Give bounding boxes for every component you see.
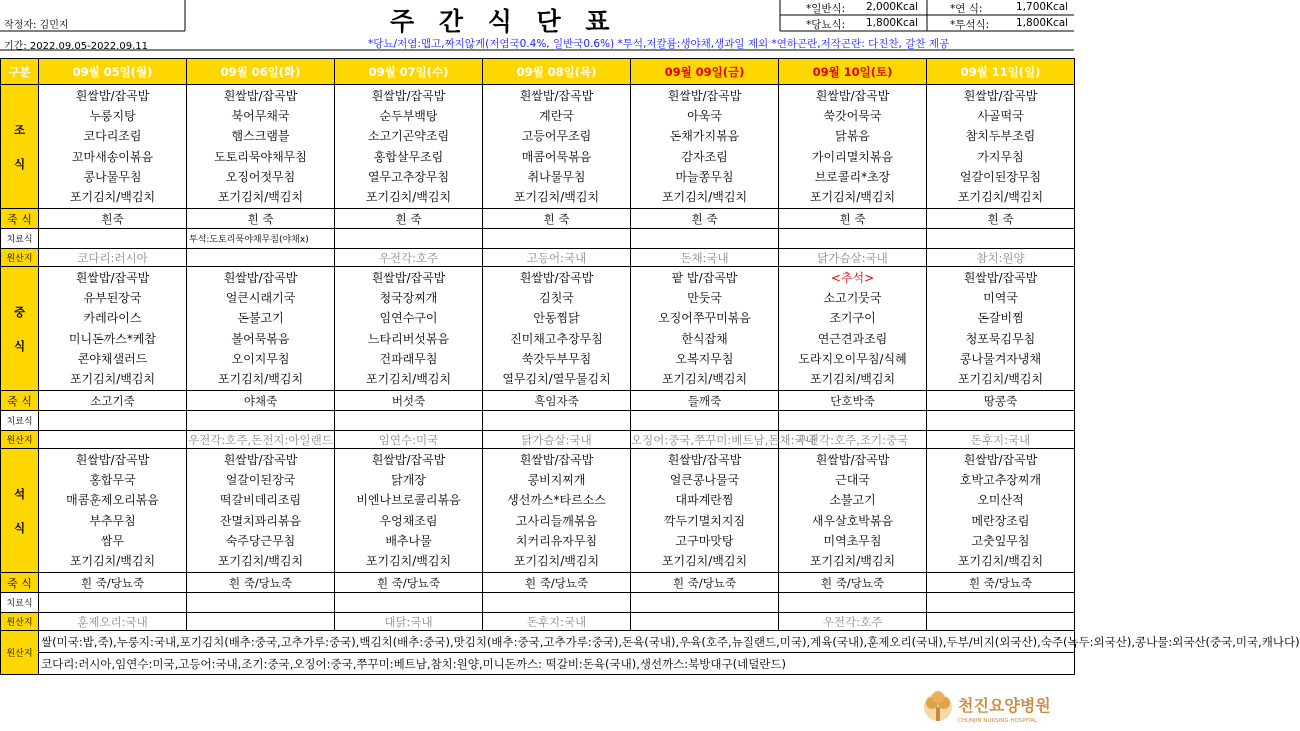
menu-item: 참치두부조림	[965, 129, 1036, 144]
porridge-cell: 흰 죽/당뇨죽	[39, 573, 187, 593]
menu-item: 유부된장국	[83, 291, 142, 306]
menu-item: 소불고기	[829, 493, 876, 508]
menu-item: 포기김치/백김치	[661, 189, 748, 204]
menu-item: 고사리들깨볶음	[515, 513, 598, 528]
dinner-day-cell	[39, 449, 187, 573]
logo-name-ko: 천진요양병원	[958, 696, 1051, 715]
menu-item: 만둣국	[687, 291, 722, 306]
lunch-items-row	[1, 267, 1075, 391]
lunch-porridge-row	[1, 391, 1075, 411]
porridge-cell: 흰 죽/당뇨죽	[927, 573, 1075, 593]
therapy-label: 치료식	[1, 229, 39, 249]
menu-item: 코다리조림	[83, 129, 142, 144]
origin-cell: 닭가슴살:국내	[483, 431, 631, 449]
menu-item: 가이리멸치볶음	[811, 149, 894, 164]
origin-cell: 돈후지:국내	[927, 431, 1075, 449]
menu-item: 브로콜리*초장	[814, 169, 891, 184]
origin-cell: 우전각:호주	[779, 613, 927, 631]
origin-cell	[631, 613, 779, 631]
menu-item: 돈채가지볶음	[669, 129, 740, 144]
menu-item: 흰쌀밥/잡곡밥	[815, 452, 890, 467]
author-label: 작정자: 김민지	[4, 20, 69, 31]
breakfast-day-cell	[39, 85, 187, 209]
menu-item: 콘야채샐러드	[77, 351, 148, 366]
menu-item: 흰쌀밥/잡곡밥	[371, 88, 446, 103]
breakfast-day-cell	[927, 85, 1075, 209]
menu-item: 얼갈이된장무침	[959, 169, 1042, 184]
porridge-cell: 흰 죽	[483, 209, 631, 229]
menu-item: 흰쌀밥/잡곡밥	[667, 452, 742, 467]
origin-cell: 오징어:중국,쭈꾸미:베트남,돈채:국내	[631, 432, 817, 447]
lunch-day-cell	[927, 267, 1075, 391]
breakfast-day-cell	[483, 85, 631, 209]
origin-footer-label: 원산지	[1, 631, 39, 675]
origin-cell: 돈후지:국내	[483, 613, 631, 631]
menu-item: 메란장조림	[971, 513, 1030, 528]
menu-item: 오미산적	[977, 493, 1024, 508]
origin-cell	[187, 249, 335, 267]
menu-item: 가지무침	[977, 149, 1024, 164]
porridge-cell: 흰 죽/당뇨죽	[779, 573, 927, 593]
therapy-cell	[39, 229, 187, 249]
weekly-menu-table	[0, 58, 1300, 675]
therapy-cell	[39, 593, 187, 613]
menu-item: 흰쌀밥/잡곡밥	[75, 452, 150, 467]
menu-item: 얼큰시래기국	[225, 291, 296, 306]
lunch-therapy-row	[1, 411, 1075, 431]
porridge-cell: 흰 죽/당뇨죽	[631, 573, 779, 593]
menu-item: 흰쌀밥/잡곡밥	[223, 270, 298, 285]
menu-item: 취나물무침	[527, 169, 586, 184]
dinner-day-cell	[335, 449, 483, 573]
menu-item: 포기김치/백김치	[69, 371, 156, 386]
menu-item: 콩나물겨자냉채	[959, 351, 1042, 366]
menu-item: 느타리버섯볶음	[367, 331, 450, 346]
menu-item: 쑥갓두부무침	[521, 351, 592, 366]
menu-item: 열무김치/열무물김치	[502, 371, 611, 386]
menu-item: 흰쌀밥/잡곡밥	[223, 452, 298, 467]
menu-item: 얼큰콩나물국	[669, 473, 740, 488]
corner-cell: 구분	[1, 59, 39, 85]
menu-item: 진미채고추장무침	[510, 331, 603, 346]
therapy-label: 치료식	[1, 411, 39, 431]
menu-item: 고등어무조림	[521, 129, 592, 144]
origin-cell: 돈채:국내	[631, 249, 779, 267]
menu-item: 북어무채국	[231, 109, 290, 124]
therapy-cell	[779, 229, 927, 249]
menu-item: 오이지무침	[231, 351, 290, 366]
menu-item: 흰쌀밥/잡곡밥	[371, 270, 446, 285]
menu-item: 포기김치/백김치	[217, 553, 304, 568]
dinner-porridge-row	[1, 573, 1075, 593]
menu-item: 포기김치/백김치	[957, 189, 1044, 204]
menu-item: 숙주당근무침	[225, 533, 296, 548]
menu-item: 포기김치/백김치	[365, 371, 452, 386]
dinner-therapy-row	[1, 593, 1075, 613]
breakfast-day-cell	[335, 85, 483, 209]
menu-item: 홍합무국	[89, 473, 136, 488]
menu-item: 얼갈이된장국	[225, 473, 296, 488]
day-header: 09월 09일(금)	[631, 59, 779, 85]
menu-item: 사골떡국	[977, 109, 1024, 124]
porridge-cell: 들깨죽	[631, 391, 779, 411]
menu-item: 포기김치/백김치	[661, 553, 748, 568]
menu-item: 우엉채조림	[379, 513, 438, 528]
menu-item: 소고기뭇국	[823, 291, 882, 306]
menu-item: 흰쌀밥/잡곡밥	[519, 88, 594, 103]
menu-item: 호박고추장찌개	[959, 473, 1042, 488]
menu-item: 포기김치/백김치	[365, 189, 452, 204]
breakfast-day-cell	[631, 85, 779, 209]
menu-item: 깍두기멸치지짐	[663, 513, 746, 528]
day-header: 09월 10일(토)	[779, 59, 927, 85]
menu-item: 포기김치/백김치	[69, 553, 156, 568]
menu-item: 흰쌀밥/잡곡밥	[223, 88, 298, 103]
therapy-cell	[39, 411, 187, 431]
menu-item: 카레라이스	[83, 311, 142, 326]
day-header: 09월 11일(일)	[927, 59, 1075, 85]
breakfast-porridge-row	[1, 209, 1075, 229]
menu-item: 닭볶음	[835, 129, 870, 144]
therapy-cell: 투석:도토리묵야채무침(야채x)	[187, 229, 335, 249]
header	[0, 0, 1074, 58]
origin-label: 원산지	[1, 613, 39, 631]
origin-cell: 코다리:러시아	[39, 249, 187, 267]
menu-item: 도토리묵야채무침	[214, 149, 307, 164]
menu-item: 포기김치/백김치	[661, 371, 748, 386]
day-header: 09월 05일(월)	[39, 59, 187, 85]
menu-item: 홍합살무조림	[373, 149, 444, 164]
therapy-cell	[631, 229, 779, 249]
therapy-cell	[483, 229, 631, 249]
origin-cell	[187, 613, 335, 631]
breakfast-day-cell	[187, 85, 335, 209]
menu-item: 포기김치/백김치	[217, 189, 304, 204]
therapy-cell	[631, 593, 779, 613]
porridge-cell: 단호박죽	[779, 391, 927, 411]
menu-item: 누룽지탕	[89, 109, 136, 124]
kcal-value-general: 2,000Kcal	[866, 1, 919, 13]
origin-cell	[39, 431, 187, 449]
therapy-cell	[187, 411, 335, 431]
menu-item: 미니돈까스*케찹	[68, 331, 157, 346]
menu-item: 포기김치/백김치	[957, 371, 1044, 386]
porridge-cell: 흰 죽	[631, 209, 779, 229]
porridge-label: 죽 식	[1, 391, 39, 411]
lunch-day-cell	[631, 267, 779, 391]
porridge-cell: 흰 죽	[335, 209, 483, 229]
therapy-cell	[927, 229, 1075, 249]
therapy-cell	[483, 411, 631, 431]
menu-item: 포기김치/백김치	[809, 371, 896, 386]
menu-item: 볼어묵볶음	[231, 331, 290, 346]
menu-item: 포기김치/백김치	[957, 553, 1044, 568]
origin-cell: 우전각:호주,돈전지:아일랜드	[188, 432, 333, 447]
porridge-cell: 야채죽	[187, 391, 335, 411]
menu-item: 미역국	[983, 291, 1018, 306]
origin-footer-text: 쌀(미국:밥,죽),누룽지:국내,포기김치(배추:중국,고추가루:중국),백김치(배추:중국),맛김치(배추:중국,고추가루:중국),돈육(국내),우육(호주,뉴질랜드,미국),계육(국내),훈제오리(국내),두부/비지(외국산),숙주(녹두:외국산),콩나물:외국산(중국,미국,캐나다)	[39, 631, 1075, 653]
menu-item: 감자조림	[681, 149, 728, 164]
origin-cell: 훈제오리:국내	[39, 613, 187, 631]
therapy-cell	[483, 593, 631, 613]
logo-name-en: CHUNJIN NURSING HOSPITAL	[958, 718, 1038, 724]
menu-item: 소고기곤약조림	[367, 129, 450, 144]
lunch-day-cell	[483, 267, 631, 391]
menu-item: 포기김치/백김치	[513, 553, 600, 568]
porridge-cell: 흰 죽	[779, 209, 927, 229]
menu-item: 연근견과조림	[817, 331, 888, 346]
porridge-cell: 흰 죽	[187, 209, 335, 229]
menu-item: 흰쌀밥/잡곡밥	[519, 452, 594, 467]
dinner-day-cell	[187, 449, 335, 573]
therapy-label: 치료식	[1, 593, 39, 613]
kcal-value-soft: 1,700Kcal	[1016, 1, 1069, 13]
therapy-cell	[187, 593, 335, 613]
kcal-label-general: *일반식:	[806, 3, 846, 15]
menu-item: 근대국	[835, 473, 870, 488]
origin-cell: 고등어:국내	[483, 249, 631, 267]
menu-item: 배추나물	[385, 533, 432, 548]
menu-item: 떡갈비데리조림	[219, 493, 302, 508]
menu-item: 김칫국	[539, 291, 574, 306]
menu-item: 쑥갓어묵국	[823, 109, 882, 124]
menu-item: 생선까스*타르소스	[507, 493, 606, 508]
porridge-cell: 땅콩죽	[927, 391, 1075, 411]
menu-item: 햄스크램블	[231, 129, 290, 144]
therapy-cell	[335, 229, 483, 249]
breakfast-therapy-row	[1, 229, 1075, 249]
diet-notes: *당뇨/저염:맵고,짜지않게(저염국0.4%, 일반국0.6%) *투석,저칼륨:생야채,생과일 제외 *연하곤란,저작곤란: 다진찬, 갈찬 제공	[368, 38, 950, 50]
menu-item: <추석>	[830, 270, 875, 285]
menu-item: 비엔나브로콜리볶음	[356, 493, 461, 508]
origin-cell: 우전각:호주,조기:중국	[779, 431, 927, 449]
porridge-cell: 흰 죽	[927, 209, 1075, 229]
menu-item: 흰쌀밥/잡곡밥	[963, 452, 1038, 467]
menu-item: 치커리유자무침	[515, 533, 598, 548]
tree-icon	[924, 691, 952, 721]
origin-cell: 우전각:호주	[335, 249, 483, 267]
breakfast-day-cell	[779, 85, 927, 209]
menu-item: 매콤어묵볶음	[521, 149, 592, 164]
menu-item: 오복지무침	[675, 351, 734, 366]
lunch-day-cell	[335, 267, 483, 391]
menu-item: 흰쌀밥/잡곡밥	[815, 88, 890, 103]
therapy-cell	[779, 593, 927, 613]
menu-item: 포기김치/백김치	[69, 189, 156, 204]
porridge-cell: 흰죽	[39, 209, 187, 229]
kcal-value-dialysis: 1,800Kcal	[1016, 17, 1069, 29]
menu-item: 흰쌀밥/잡곡밥	[75, 270, 150, 285]
menu-item: 대파계란찜	[675, 493, 734, 508]
porridge-cell: 흰 죽/당뇨죽	[187, 573, 335, 593]
porridge-cell: 버섯죽	[335, 391, 483, 411]
dinner-day-cell	[779, 449, 927, 573]
lunch-day-cell	[39, 267, 187, 391]
dinner-origin-row	[1, 613, 1075, 631]
menu-item: 흰쌀밥/잡곡밥	[667, 88, 742, 103]
menu-item: 돈불고기	[237, 311, 284, 326]
menu-item: 마늘쫑무침	[675, 169, 734, 184]
menu-item: 조기구이	[829, 311, 876, 326]
therapy-cell	[927, 593, 1075, 613]
day-header-row	[1, 59, 1075, 85]
dinner-label: 석 식	[1, 449, 39, 573]
menu-item: 아욱국	[687, 109, 722, 124]
menu-item: 포기김치/백김치	[809, 189, 896, 204]
page-title: 주 간 식 단 표	[390, 7, 618, 36]
lunch-origin-row	[1, 431, 1075, 449]
menu-item: 흰쌀밥/잡곡밥	[963, 88, 1038, 103]
menu-item: 쌈무	[100, 533, 125, 548]
day-header: 09월 06일(화)	[187, 59, 335, 85]
menu-item: 매콤훈제오리볶음	[66, 493, 159, 508]
period-label: 기간: 2022.09.05-2022.09.11	[4, 41, 148, 52]
menu-item: 건파래무침	[379, 351, 438, 366]
breakfast-origin-row	[1, 249, 1075, 267]
menu-item: 고춧잎무침	[971, 533, 1030, 548]
menu-item: 안동찜닭	[533, 311, 580, 326]
dinner-day-cell	[483, 449, 631, 573]
origin-footer-row-1	[1, 631, 1075, 653]
lunch-label: 중 식	[1, 267, 39, 391]
menu-item: 포기김치/백김치	[365, 553, 452, 568]
menu-item: 한식잡채	[681, 331, 728, 346]
menu-item: 열무고추장무침	[367, 169, 450, 184]
menu-item: 청포묵김무침	[965, 331, 1036, 346]
menu-item: 순두부백탕	[379, 109, 438, 124]
therapy-cell	[779, 411, 927, 431]
breakfast-items-row	[1, 85, 1075, 209]
kcal-label-soft: *연 식:	[950, 3, 983, 15]
menu-item: 콩비지찌개	[527, 473, 586, 488]
menu-item: 흰쌀밥/잡곡밥	[371, 452, 446, 467]
menu-item: 잔멸치꽈리볶음	[219, 513, 302, 528]
kcal-label-dialysis: *투석식:	[950, 19, 990, 31]
lunch-day-cell	[187, 267, 335, 391]
porridge-cell: 소고기죽	[39, 391, 187, 411]
day-header: 09월 07일(수)	[335, 59, 483, 85]
menu-item: 흰쌀밥/잡곡밥	[75, 88, 150, 103]
therapy-cell	[631, 411, 779, 431]
porridge-label: 죽 식	[1, 209, 39, 229]
menu-item: 포기김치/백김치	[217, 371, 304, 386]
menu-item: 콩나물무침	[83, 169, 142, 184]
menu-item: 흰쌀밥/잡곡밥	[963, 270, 1038, 285]
menu-item: 임연수구이	[379, 311, 438, 326]
porridge-cell: 흑임자죽	[483, 391, 631, 411]
menu-item: 포기김치/백김치	[513, 189, 600, 204]
origin-cell: 참치:원양	[927, 249, 1075, 267]
kcal-label-diabetic: *당뇨식:	[806, 19, 846, 31]
menu-item: 닭개장	[391, 473, 426, 488]
origin-label: 원산지	[1, 249, 39, 267]
origin-cell: 대닭:국내	[335, 613, 483, 631]
origin-cell	[927, 613, 1075, 631]
origin-footer-text: 코다리:러시아,임연수:미국,고등어:국내,조기:중국,오징어:중국,쭈꾸미:베트남,참치:원양,미니돈까스: 떡갈비:돈육(국내),생선까스:북방대구(네덜란드)	[39, 653, 1075, 675]
menu-item: 오징어쭈꾸미볶음	[658, 311, 751, 326]
origin-cell: 닭가슴살:국내	[779, 249, 927, 267]
origin-cell: 임연수:미국	[335, 431, 483, 449]
menu-item: 포기김치/백김치	[809, 553, 896, 568]
menu-item: 흰쌀밥/잡곡밥	[519, 270, 594, 285]
menu-item: 도라지오이무침/식혜	[798, 351, 907, 366]
day-header: 09월 08일(목)	[483, 59, 631, 85]
lunch-day-cell	[779, 267, 927, 391]
dinner-day-cell	[927, 449, 1075, 573]
breakfast-label: 조 식	[1, 85, 39, 209]
dinner-items-row	[1, 449, 1075, 573]
origin-label: 원산지	[1, 431, 39, 449]
porridge-cell: 흰 죽/당뇨죽	[335, 573, 483, 593]
menu-item: 고구마맛탕	[675, 533, 734, 548]
dinner-day-cell	[631, 449, 779, 573]
menu-item: 부추무침	[89, 513, 136, 528]
therapy-cell	[335, 593, 483, 613]
porridge-cell: 흰 죽/당뇨죽	[483, 573, 631, 593]
porridge-label: 죽 식	[1, 573, 39, 593]
menu-item: 새우살호박볶음	[811, 513, 894, 528]
menu-item: 팥 밥/잡곡밥	[671, 270, 738, 285]
menu-item: 오징어젓무침	[225, 169, 296, 184]
therapy-cell	[927, 411, 1075, 431]
origin-footer-row-2	[1, 653, 1075, 675]
therapy-cell	[335, 411, 483, 431]
kcal-value-diabetic: 1,800Kcal	[866, 17, 919, 29]
menu-item: 돈갈비찜	[977, 311, 1024, 326]
menu-item: 미역초무침	[823, 533, 882, 548]
hospital-logo	[918, 689, 1068, 729]
menu-item: 계란국	[539, 109, 574, 124]
menu-item: 청국장찌개	[379, 291, 438, 306]
menu-item: 꼬마새송이볶음	[71, 149, 154, 164]
